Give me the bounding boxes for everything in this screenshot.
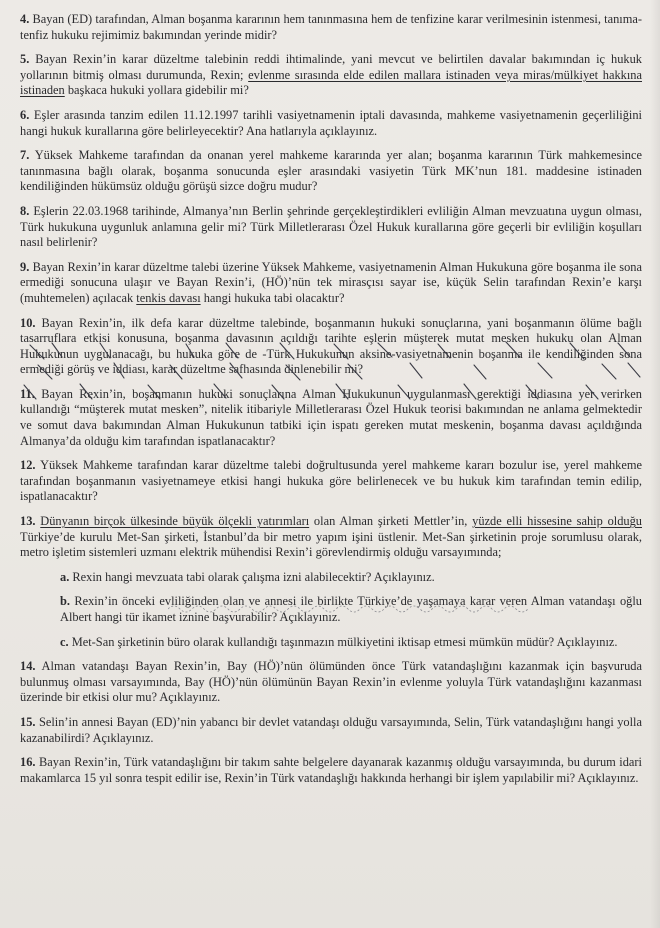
underlined-phrase: tenkis davası bbox=[136, 290, 201, 305]
sub-question-b: b. Rexin’in önceki evliliğinden olan ve annesi ile birlikte Türkiye’de yaşamaya karar veren Alman vatandaşı oğlu Albert hangi tür ikamet iznine başvurabilir? Açıklayınız. bbox=[60, 594, 642, 624]
question-10: 10. Bayan Rexin’in, ilk defa karar düzeltme talebinde, boşanmanın hukuki sonuçlarına, yani boşanmanın ölüme bağlı tasarruflara etkisi konusuna, boşanma davasının açıldığı tarihte eşlerin müşterek mutat mesken hukuku olan Alman Hukukunun uygulanacağı, bu hukuka göre de -Türk Hukukunun aksine-vasiyetnamenin boşanma ile kendiliğinden sona ermediği görüş ve iddiası, karar düzeltme safhasında dinlenebilir mi? bbox=[20, 315, 642, 377]
underlined-phrase: Dünyanın birçok ülkesinde büyük ölçekli yatırımları bbox=[40, 514, 310, 529]
page-edge-shadow bbox=[650, 0, 660, 928]
question-5: 5. Bayan Rexin’in karar düzeltme talebinin reddi ihtimalinde, yani mevcut ve belirtilen davalar bakımından iç hukuk yollarının bitmiş olması durumunda, Rexin; evlenme sırasında elde edilen mallara istinaden veya miras/mülkiyet hakkına istinaden başkaca hukuki yollara gidebilir mi? bbox=[20, 52, 642, 98]
underlined-phrase: yüzde elli hissesine sahip olduğu bbox=[472, 514, 642, 529]
question-9: 9. Bayan Rexin’in karar düzeltme talebi üzerine Yüksek Mahkeme, vasiyetnamenin Alman Hukukuna göre boşanma ile sona ermediği sonucuna ulaşır ve Bayan Rexin’i, (HÖ)’nün tek mirasçısı sayar ise, küçük Selin tarafından Rexin’e karşı (muhtemelen) açılacak tenkis davası hangi hukuka tabi olacaktır? bbox=[20, 259, 642, 305]
sub-question-a: a. Rexin hangi mevzuata tabi olarak çalışma izni alabilecektir? Açıklayınız. bbox=[60, 569, 435, 584]
underlined-phrase: evlenme sırasında elde edilen mallara istinaden veya miras/mülkiyet hakkına istinaden bbox=[20, 67, 642, 98]
question-16: 16. Bayan Rexin’in, Türk vatandaşlığını bir takım sahte belgelere dayanarak kazanmış olduğu varsayımında, bu durum idari makamlarca 15 yıl sonra tespit edilir ise, Rexin’in Türk vatandaşlığı hakkında herhangi bir işlem yapılabilir mi? Açıklayınız. bbox=[20, 755, 642, 785]
question-4: 4. Bayan (ED) tarafından, Alman boşanma kararının hem tanınmasına hem de tenfizine karar verilmesinin istenmesi, tanıma-tenfiz hukuku rejimimiz bakımından yerinde midir? bbox=[20, 12, 642, 42]
question-7: 7. Yüksek Mahkeme tarafından da onanan yerel mahkeme kararında yer alan; boşanma kararının Türk mahkemesince tanınmasına bağlı olarak, boşanma sonucunda eşler arasındaki vasiyetin Türk MK’nun 181. maddesine istinaden kendiliğinden hükümsüz olduğu görüşü sizce doğru mudur? bbox=[20, 148, 643, 194]
question-11: 11. Bayan Rexin’in, boşanmanın hukuki sonuçlarına Alman Hukukunun uygulanması gerektiği iddiasına yer verirken kullandığı “müşterek mutat mesken”, nitelik itibariyle Milletlerarası Özel Hukuk teorisi bakımından ne anlama gelmektedir ve somut dava bakımından Alman Hukukunun tatbiki için ispatı gereken mutat meskenin, boşanma davası açıldığında Almanya’da olduğu kim tarafından ispatlanacaktır? bbox=[20, 386, 642, 448]
sub-question-c: c. Met-San şirketinin büro olarak kullandığı taşınmazın mülkiyetini iktisap etmesi mümkün müdür? Açıklayınız. bbox=[60, 634, 618, 649]
question-14: 14. Alman vatandaşı Bayan Rexin’in, Bay (HÖ)’nün ölümünden önce Türk vatandaşlığını kazanmak için başvuruda bulunmuş olması varsayımında, Bay (HÖ)’nün ölümünün Bayan Rexin’in evlenme yoluyla Türk vatandaşlığını kazanması üzerinde bir etkisi olur mu? Açıklayınız. bbox=[20, 659, 642, 705]
question-12: 12. Yüksek Mahkeme tarafından karar düzeltme talebi doğrultusunda yerel mahkeme kararı bozulur ise, yerel mahkeme tarafından boşanmanın vasiyetnameye etkisi hangi hukuka göre belirlenecek ve bu hukuk kim tarafından temin edilip, ispatlanacaktır? bbox=[20, 458, 643, 504]
question-6: 6. Eşler arasında tanzim edilen 11.12.1997 tarihli vasiyetnamenin iptali davasında, mahkeme vasiyetnamenin geçerliliğini hangi hukuk kurallarına göre belirleyecektir? Ana hatlarıyla açıklayınız. bbox=[20, 107, 642, 138]
question-15: 15. Selin’in annesi Bayan (ED)’nin yabancı bir devlet vatandaşı olduğu varsayımında, Selin, Türk vatandaşlığını hangi yolla kazanabilirdi? Açıklayınız. bbox=[20, 714, 642, 745]
question-13: 13. Dünyanın birçok ülkesinde büyük ölçekli yatırımları olan Alman şirketi Mettler’in, yüzde elli hissesine sahip olduğu Türkiye’de kurulu Met-San şirketi, İstanbul’da bir metro yapım işini üstlenir. Met-San şirketinin proje sorumlusu olarak, metro işletim sistemleri uzmanı elektrik mühendisi Rexin’i görevlendirmiş olduğu varsayımında; bbox=[20, 514, 642, 560]
question-8: 8. Eşlerin 22.03.1968 tarihinde, Almanya’nın Berlin şehrinde gerçekleştirdikleri evliliğin Alman mevzuatına uygun olması, Türk hukukuna uygunluk anlamına gelir mi? Türk Milletlerarası Özel Hukuk kurallarına göre geçerli bir evliliğin koşulları nasıl belirlenir? bbox=[20, 203, 642, 250]
